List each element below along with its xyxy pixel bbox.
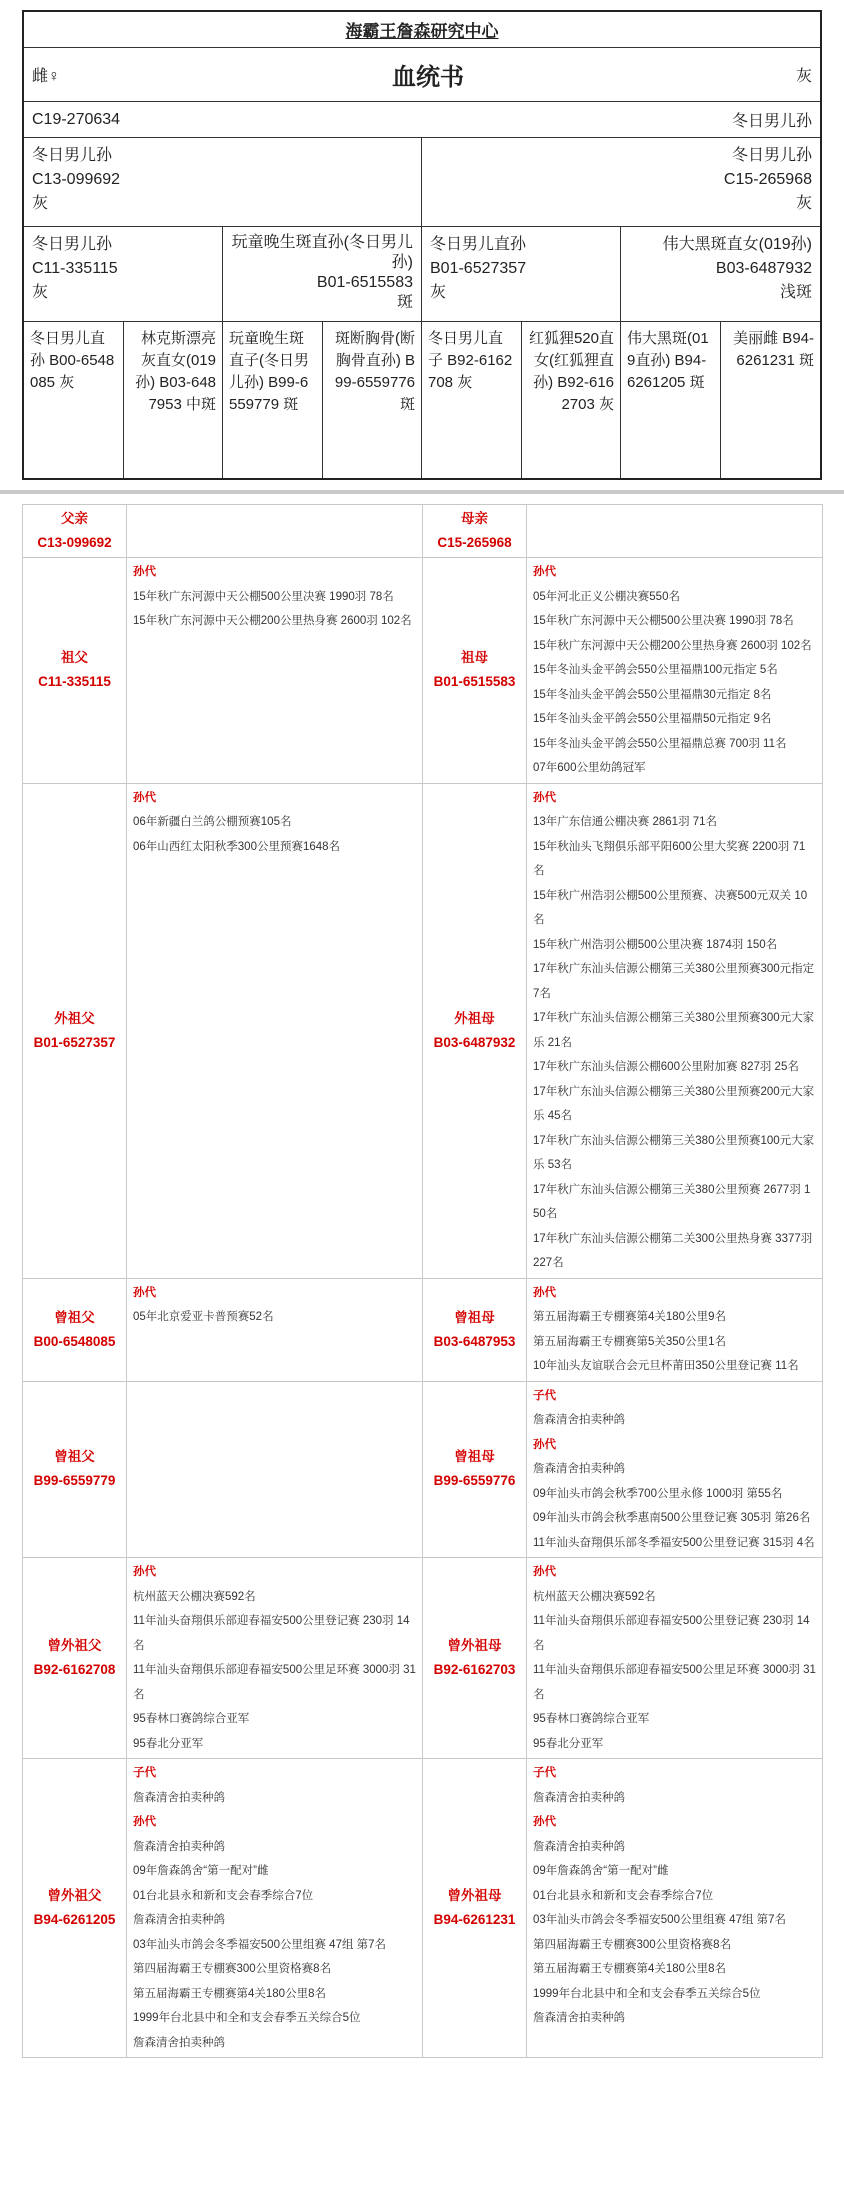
ancestor-label-cell xyxy=(423,1558,527,1759)
doc-header-row xyxy=(24,48,820,102)
relation-label: 外祖父 xyxy=(54,1010,95,1026)
section-heading: 孙代 xyxy=(133,1286,156,1299)
sire-color: 灰 xyxy=(32,195,49,212)
achievement-line: 15年冬汕头金平鸽会550公里福鼎100元指定 5名 xyxy=(533,664,778,676)
dam-name: 冬日男儿孙 xyxy=(731,147,812,164)
ring-number: B94-6261231 xyxy=(433,1912,516,1927)
ancestor-label-cell xyxy=(423,1278,527,1381)
relation-label: 曾外祖母 xyxy=(447,1888,502,1903)
achievement-line: 15年冬汕头金平鸽会550公里福鼎总赛 700羽 11名 xyxy=(533,737,787,750)
grandparent-line: B01-6515583 xyxy=(316,274,413,291)
relation-label: 祖父 xyxy=(61,650,88,666)
ring-number: B00-6548085 xyxy=(33,1333,116,1349)
great-grandparent-cell: 冬日男儿直子 B92-6162708 灰 xyxy=(422,322,522,478)
grandparent-line: 灰 xyxy=(32,284,49,301)
achievement-line: 15年秋广州浩羽公棚500公里决赛 1874羽 150名 xyxy=(533,938,778,951)
achievement-line: 06年新疆白兰鸽公棚预赛105名 xyxy=(133,816,292,828)
achievement-line: 11年汕头奋翔俱乐部冬季福安500公里登记赛 315羽 4名 xyxy=(533,1536,815,1549)
section-heading: 孙代 xyxy=(533,791,556,804)
achievement-line: 17年秋广东汕头信源公棚第二关300公里热身赛 3377羽 227名 xyxy=(533,1232,813,1269)
relation-label: 母亲 xyxy=(461,511,488,526)
achievement-line: 05年北京爱亚卡普预赛52名 xyxy=(133,1311,274,1323)
grandparent-line: 孙) xyxy=(391,254,413,271)
ancestor-label-cell xyxy=(23,558,127,784)
ancestor-label-cell xyxy=(23,505,127,558)
ring-number: C11-335115 xyxy=(38,674,111,690)
center-name: 海霸王詹森研究中心 xyxy=(24,12,820,48)
achievement-line: 11年汕头奋翔俱乐部迎春福安500公里足环赛 3000羽 31名 xyxy=(533,1664,816,1701)
grandparent-cell xyxy=(24,227,223,321)
achievement-line: 17年秋广东汕头信源公棚第三关380公里预赛 2677羽 150名 xyxy=(533,1183,811,1220)
self-ring: C19-270634 xyxy=(32,110,121,128)
record-row xyxy=(23,1558,823,1759)
grandparent-line: B03-6487932 xyxy=(715,260,812,277)
achievement-cell xyxy=(127,558,423,784)
grandparent-cell xyxy=(223,227,422,321)
achievement-line: 06年山西红太阳秋季300公里预赛1648名 xyxy=(133,840,341,853)
self-name: 冬日男儿孙 xyxy=(731,113,812,130)
achievement-line: 第四届海霸王专棚赛300公里资格赛8名 xyxy=(533,1938,732,1951)
great-grandparent-cell: 美丽雌 B94-6261231 斑 xyxy=(733,330,814,369)
grandparent-cell xyxy=(422,227,621,321)
section-heading: 子代 xyxy=(533,1767,556,1779)
ancestor-label-cell xyxy=(423,1759,527,2058)
ancestor-label-cell xyxy=(23,1759,127,2058)
sire-cell xyxy=(24,138,422,226)
relation-label: 曾外祖父 xyxy=(47,1888,102,1903)
achievement-cell xyxy=(527,1759,823,2058)
achievement-line: 詹森清舍拍卖种鸽 xyxy=(533,2012,625,2024)
great-grandparent-cell: 红狐狸520直女(红狐狸直孙) B92-6162703 灰 xyxy=(522,322,622,478)
achievement-line: 95春林口赛鸽综合亚军 xyxy=(533,1713,650,1725)
ancestor-label-cell xyxy=(423,1381,527,1558)
achievement-line: 15年秋汕头飞翔俱乐部平阳600公里大奖赛 2200羽 71名 xyxy=(533,840,806,877)
achievement-line: 15年秋广东河源中天公棚200公里热身赛 2600羽 102名 xyxy=(133,615,412,627)
achievement-line: 詹森清舍拍卖种鸽 xyxy=(533,1414,625,1426)
achievement-line: 杭州蓝天公棚决赛592名 xyxy=(533,1590,656,1603)
achievement-cell xyxy=(527,558,823,784)
relation-label: 外祖母 xyxy=(454,1010,495,1026)
sire-name: 冬日男儿孙 xyxy=(32,147,113,164)
ring-number: B99-6559779 xyxy=(33,1473,116,1489)
grandparent-line: 斑 xyxy=(396,294,413,311)
grandparent-line: 冬日男儿直孙 xyxy=(430,236,527,253)
achievement-cell xyxy=(127,1278,423,1381)
relation-label: 曾外祖母 xyxy=(447,1638,502,1653)
achievement-line: 09年詹森鸽舍“第一配对”雌 xyxy=(133,1865,269,1877)
achievement-line: 詹森清舍拍卖种鸽 xyxy=(133,1914,225,1926)
ring-number: B03-6487953 xyxy=(433,1333,516,1349)
achievement-line: 第五届海霸王专棚赛第5关350公里1名 xyxy=(533,1335,726,1348)
ring-number: B99-6559776 xyxy=(433,1473,516,1489)
achievement-line: 第五届海霸王专棚赛第4关180公里9名 xyxy=(533,1311,726,1323)
achievement-line: 詹森清舍拍卖种鸽 xyxy=(133,1791,225,1804)
achievement-line: 1999年台北县中和全和支会春季五关综合5位 xyxy=(133,2012,361,2024)
grandparents-row xyxy=(24,227,820,322)
achievement-line: 11年汕头奋翔俱乐部迎春福安500公里足环赛 3000羽 31名 xyxy=(133,1664,416,1701)
ancestor-label-cell xyxy=(23,1558,127,1759)
achievement-cell xyxy=(127,1759,423,2058)
achievement-line: 17年秋广东汕头信源公棚600公里附加赛 827羽 25名 xyxy=(533,1061,799,1073)
achievement-line: 10年汕头友谊联合会元旦杯莆田350公里登记赛 11名 xyxy=(533,1360,799,1372)
ancestor-label-cell xyxy=(23,1381,127,1558)
achievement-line: 第五届海霸王专棚赛第4关180公里8名 xyxy=(133,1987,326,2000)
achievement-line: 95春北分亚军 xyxy=(133,1737,204,1750)
section-heading: 孙代 xyxy=(533,1438,556,1451)
achievement-line: 詹森清舍拍卖种鸽 xyxy=(533,1463,625,1475)
great-grandparent-cell: 冬日男儿直孙 B00-6548085 灰 xyxy=(24,322,124,478)
achievement-line: 03年汕头市鸽会冬季福安500公里组赛 47组 第7名 xyxy=(533,1914,787,1926)
grandparent-line: 冬日男儿孙 xyxy=(32,236,113,253)
relation-label: 祖母 xyxy=(461,650,488,666)
achievement-line: 詹森清舍拍卖种鸽 xyxy=(133,2036,225,2049)
achievement-cell xyxy=(127,505,423,558)
achievement-line: 15年秋广东河源中天公棚500公里决赛 1990羽 78名 xyxy=(533,615,794,627)
achievement-line: 03年汕头市鸽会冬季福安500公里组赛 47组 第7名 xyxy=(133,1938,387,1951)
grandparent-line: 浅斑 xyxy=(779,284,812,301)
great-grandparent-cell: 伟大黑斑(019直孙) B94-6261205 斑 xyxy=(621,322,721,478)
section-heading: 子代 xyxy=(133,1767,156,1779)
achievement-cell xyxy=(127,783,423,1278)
record-row xyxy=(23,558,823,784)
ring-number: C13-099692 xyxy=(37,535,112,550)
achievement-line: 13年广东信通公棚决赛 2861羽 71名 xyxy=(533,816,718,828)
section-heading: 孙代 xyxy=(133,1566,156,1578)
achievement-line: 17年秋广东汕头信源公棚第三关380公里预赛100元大家乐 53名 xyxy=(533,1134,815,1171)
achievement-line: 17年秋广东汕头信源公棚第三关380公里预赛200元大家乐 45名 xyxy=(533,1085,815,1122)
relation-label: 曾祖父 xyxy=(54,1309,95,1325)
dam-cell xyxy=(422,138,820,226)
grandparent-line: 伟大黑斑直女(019孙) xyxy=(662,236,812,253)
grandparent-line: C11-335115 xyxy=(32,260,118,277)
record-row xyxy=(23,783,823,1278)
achievement-line: 詹森清舍拍卖种鸽 xyxy=(133,1840,225,1853)
ancestor-label-cell xyxy=(23,1278,127,1381)
ring-number: B92-6162708 xyxy=(33,1662,116,1677)
grandparent-line: 灰 xyxy=(430,284,447,301)
achievement-line: 09年汕头市鸽会秋季700公里永修 1000羽 第55名 xyxy=(533,1487,783,1500)
sire-ring: C13-099692 xyxy=(32,171,121,188)
grandparent-line: 玩童晚生斑直孙(冬日男儿 xyxy=(231,234,413,251)
achievement-line: 09年詹森鸽舍“第一配对”雌 xyxy=(533,1865,669,1877)
great-grandparent-cell: 林克斯漂亮灰直女(019孙) B03-6487953 中斑 xyxy=(124,322,224,478)
achievement-cell xyxy=(527,1381,823,1558)
ancestor-label-cell xyxy=(423,558,527,784)
achievement-line: 1999年台北县中和全和支会春季五关综合5位 xyxy=(533,1987,761,2000)
section-heading: 孙代 xyxy=(533,1816,556,1828)
achievement-line: 09年汕头市鸽会秋季惠南500公里登记赛 305羽 第26名 xyxy=(533,1512,811,1524)
ring-number: B01-6527357 xyxy=(33,1034,116,1050)
achievement-line: 15年冬汕头金平鸽会550公里福鼎50元指定 9名 xyxy=(533,713,772,725)
section-heading: 孙代 xyxy=(533,1566,556,1578)
ring-number: B03-6487932 xyxy=(433,1034,516,1050)
achievement-line: 15年秋广东河源中天公棚200公里热身赛 2600羽 102名 xyxy=(533,639,812,652)
great-grandparent-cell: 斑断胸骨(断胸骨直孙) B99-6559776 斑 xyxy=(323,322,423,478)
dam-ring: C15-265968 xyxy=(723,171,812,188)
ring-number: C15-265968 xyxy=(437,535,512,550)
relation-label: 父亲 xyxy=(61,511,88,526)
section-heading: 孙代 xyxy=(133,566,156,578)
relation-label: 曾祖母 xyxy=(454,1309,495,1325)
achievement-line: 07年600公里幼鸽冠军 xyxy=(533,762,646,774)
record-row xyxy=(23,1381,823,1558)
parents-row xyxy=(24,138,820,227)
achievement-cell xyxy=(127,1558,423,1759)
section-heading: 孙代 xyxy=(533,566,556,578)
relation-label: 曾祖母 xyxy=(454,1449,495,1465)
ring-number: B01-6515583 xyxy=(433,674,516,690)
section-heading: 子代 xyxy=(533,1389,556,1402)
color-label: 灰 xyxy=(795,68,812,85)
achievement-line: 11年汕头奋翔俱乐部迎春福安500公里登记赛 230羽 14名 xyxy=(133,1615,410,1652)
pedigree-chart xyxy=(22,10,822,480)
great-grandparent-cell: 玩童晚生斑直子(冬日男儿孙) B99-6559779 斑 xyxy=(223,322,323,478)
achievement-line: 01台北县永和新和支会春季综合7位 xyxy=(133,1889,314,1902)
document-title: 血统书 xyxy=(392,64,464,91)
achievement-line: 95春北分亚军 xyxy=(533,1737,604,1750)
ancestor-label-cell xyxy=(423,783,527,1278)
achievement-cell xyxy=(127,1381,423,1558)
record-row xyxy=(23,505,823,558)
ring-number: B92-6162703 xyxy=(433,1662,516,1677)
achievement-cell xyxy=(527,505,823,558)
great-grandparents-row xyxy=(24,322,820,478)
ring-number: B94-6261205 xyxy=(33,1912,116,1927)
relation-label: 曾祖父 xyxy=(54,1449,95,1465)
achievement-line: 15年秋广州浩羽公棚500公里预赛、决赛500元双关 10名 xyxy=(533,889,808,926)
grandparent-cell xyxy=(621,227,820,321)
sex-label: 雌♀ xyxy=(32,68,61,85)
achievement-line: 05年河北正义公棚决赛550名 xyxy=(533,590,680,603)
achievement-line: 杭州蓝天公棚决赛592名 xyxy=(133,1590,256,1603)
achievement-line: 第四届海霸王专棚赛300公里资格赛8名 xyxy=(133,1963,332,1975)
achievement-line: 15年冬汕头金平鸽会550公里福鼎30元指定 8名 xyxy=(533,688,772,701)
achievement-cell xyxy=(527,1278,823,1381)
race-records-table xyxy=(22,504,823,2058)
achievement-line: 詹森清舍拍卖种鸽 xyxy=(533,1791,625,1804)
section-divider xyxy=(0,490,844,494)
achievement-line: 95春林口赛鸽综合亚军 xyxy=(133,1713,250,1725)
achievement-line: 17年秋广东汕头信源公棚第三关380公里预赛300元指定 7名 xyxy=(533,963,815,1000)
ancestor-label-cell xyxy=(23,783,127,1278)
achievement-cell xyxy=(527,783,823,1278)
self-row xyxy=(24,102,820,138)
record-row xyxy=(23,1278,823,1381)
section-heading: 孙代 xyxy=(533,1286,556,1299)
achievement-line: 17年秋广东汕头信源公棚第三关380公里预赛300元大家乐 21名 xyxy=(533,1012,815,1049)
relation-label: 曾外祖父 xyxy=(47,1638,102,1653)
ancestor-label-cell xyxy=(423,505,527,558)
dam-color: 灰 xyxy=(795,195,812,212)
achievement-line: 詹森清舍拍卖种鸽 xyxy=(533,1840,625,1853)
section-heading: 孙代 xyxy=(133,1816,156,1828)
section-heading: 孙代 xyxy=(133,791,156,804)
achievement-cell xyxy=(527,1558,823,1759)
achievement-line: 第五届海霸王专棚赛第4关180公里8名 xyxy=(533,1963,726,1975)
achievement-line: 15年秋广东河源中天公棚500公里决赛 1990羽 78名 xyxy=(133,590,394,603)
achievement-line: 01台北县永和新和支会春季综合7位 xyxy=(533,1889,714,1902)
record-row xyxy=(23,1759,823,2058)
grandparent-line: B01-6527357 xyxy=(430,260,527,277)
achievement-line: 11年汕头奋翔俱乐部迎春福安500公里登记赛 230羽 14名 xyxy=(533,1615,810,1652)
